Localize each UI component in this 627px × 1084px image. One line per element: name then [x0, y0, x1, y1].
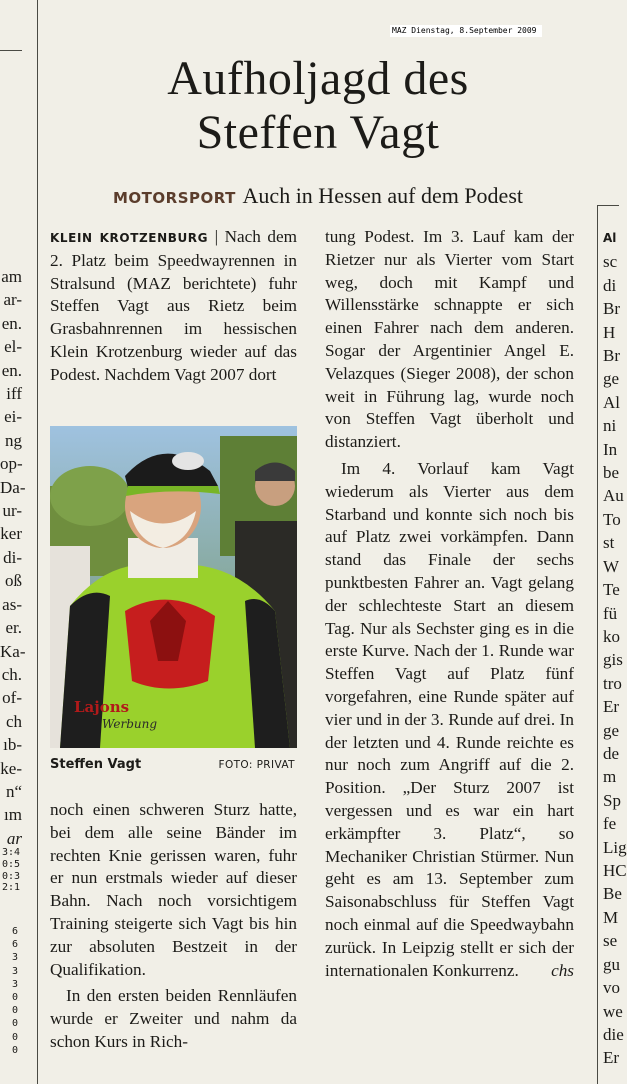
- date-stamp: MAZ Dienstag, 8.September 2009: [390, 25, 542, 37]
- article-paragraph: In den ersten beiden Rennläufen wurde er Zweiter und nahm da schon Kurs in Rich-: [50, 986, 297, 1051]
- dateline-separator: |: [208, 227, 225, 246]
- section-kicker: MOTORSPORT: [112, 189, 236, 207]
- left-digit-list: 6 6 3 3 3 0 0 0 0 0: [11, 926, 18, 1056]
- article-photo: [50, 426, 297, 748]
- article-paragraph: Im 4. Vorlauf kam Vagt wiederum als Vierter aus dem Starband und konnte sich noch bis auf Platz zwei vorkämpfen. Dann stand das Finale der sechs punktbesten Fahrer an. Vagt gelang der schlechteste Start an diesem Tag. Nur als Sechster ging es in die erste Kurve. Nach der 1. Runde war Steffen Vagt auf Platz fünf vorgefahren, eine Runde später auf vier und in der 3. Runde auf drei. In der letzten und 4. Runde reichte es nur noch zum Angriff auf die 2. Position. „Der Sturz 2007 ist vergessen und es war ein hart erkämpfter 3. Platz“, so Mechaniker Christian Stürmer. Nun geht es am 13. September zum Saisonabschluss für Steffen Vagt noch einmal auf die Speedwaybahn zurück. In Leipzig stellt er sich der internationalen Konkurrenz.: [325, 458, 574, 980]
- article-paragraph: Nach dem 2. Platz beim Speedwayrennen in Stralsund (MAZ berichtete) fuhr Steffen Vagt aus Rietz beim Grasbahnrennen im hessischen Klein Krotzenburg wieder auf das Podest. Nachdem Vagt 2007 dort: [50, 227, 297, 384]
- left-column-fragment: am ar- en. el- en. iff ei- ng op- Da- ur- ker di- oß as- er. Ka- ch. of- ch ıb- ke- n“ ım ar: [0, 267, 26, 848]
- top-right-rule: [597, 205, 619, 206]
- right-column-fragment: ko gis tro Er ge de m Sp fe Lig HC Be M se gu vo we die Er: [603, 627, 627, 1068]
- author-signature: chs: [551, 960, 574, 980]
- subtitle: Auch in Hessen auf dem Podest: [242, 183, 523, 208]
- photo-credit: FOTO: PRIVAT: [218, 759, 295, 771]
- caption-name: Steffen Vagt: [50, 757, 142, 772]
- headline-line-2: Steffen Vagt: [196, 106, 440, 159]
- headline-line-1: Aufholjagd des: [167, 52, 469, 105]
- top-left-rule: [0, 50, 22, 51]
- left-column-rule: [37, 0, 38, 1084]
- rider-portrait-image: [50, 426, 297, 748]
- subheadline: [40, 182, 596, 212]
- article-column-1-top: [50, 226, 297, 387]
- left-score-list: 3:4 0:5 0:3 2:1: [1, 847, 20, 894]
- dateline: KLEIN KROTZENBURG: [50, 231, 209, 245]
- article-paragraph: tung Podest. Im 3. Lauf kam der Rietzer nur als Vierter vom Start weg, doch mit Kampf und Willensstärke schnappte er sich einen Fahrer nach dem anderen. Sogar der Argentinier Angel E. Velazques (Sieger 2008), der schon weit in Führung lag, wurde noch von Steffen Vagt überholt und distanziert.: [325, 227, 574, 452]
- headline: [40, 52, 596, 160]
- article-column-1-bottom: [50, 799, 297, 1054]
- article-paragraph: noch einen schweren Sturz hatte, bei dem alle seine Bänder im rechten Knie gerissen waren, fuhr er nun erstmals wieder auf dieser Bahn. Nach noch vorsichtigem Training steigerte sich Vagt bis hin zur absoluten Bestzeit in der Qualifikation.: [50, 800, 297, 979]
- photo-caption: [50, 757, 297, 777]
- right-column-rule: [597, 206, 598, 1084]
- right-column-fragment: Al sc di Br H Br ge Al ni In be Au To st W Te fü: [603, 231, 624, 623]
- jersey-text-werbung: Werbung: [102, 717, 158, 731]
- jersey-text-lajons: Lajons: [74, 698, 130, 716]
- article-column-2: [325, 226, 574, 982]
